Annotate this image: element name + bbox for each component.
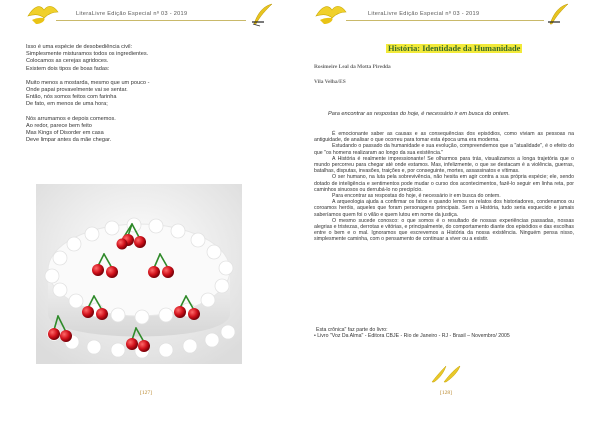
header-rule [346,20,544,21]
decorative-quills-icon [430,364,464,384]
poem-line: Então, nós somos feitos com farinha [26,94,117,101]
dove-icon [314,2,348,28]
header-title: LiteraLivre Edição Especial nº 03 - 2019 [368,11,480,17]
poem-line: Mas Kings of Disorder em casa [26,130,104,137]
paragraph: A arqueologia ajuda a confirmar os fatos e quando lemos os relatos dos historiadores, condenamos ou coroamos heróis, aqueles que foram personagens principais. Sem a História, tudo seria esquecido e jamais saberíamos quem foi o vilão e quem lutou em nome da justiça. [314,199,574,218]
poem-line: Deve limpar antes da mãe chegar. [26,137,112,144]
author-name: Rosimeire Leal da Motta Piredda [314,64,391,70]
page-number: [128] [440,390,452,396]
epigraph: Para encontrar as respostas do hoje, é necessário ir em busca do ontem. [328,111,510,117]
poem-line: Onde papai provavelmente vai se sentar. [26,87,128,94]
quill-pen-icon [546,2,572,28]
paragraph: O mesmo sucede conosco: o que somos é o resultado de nossas experiências passadas, nossas alegrias e tristezas, derrotas e vitórias, e principalmente, do comportamento diante dos episódios e das escolhas entre o bem e o mal. Ignoramos que escrevemos a História da nossa existência. Ninguém pensa nisso, simplesmente caminha, com o pensamento de continuar a viver ou a existir. [314,217,574,243]
paragraph: O ser humano, na luta pela sobrevivência, não hesita em agir contra a sua própria espécie; ele, sendo dotado de inteligência e sentimentos pode mudar o curso dos acontecimentos, fazê-lo seguir em linha reta, por caminhos sinuosos ou derrubá-lo no precipício. [314,174,574,193]
right-page [300,0,600,424]
book-note [314,327,576,340]
poem-line: Colocamos as cerejas agridoces. [26,58,109,65]
paragraph: Estudando o passado da humanidade e sua evolução, compreendemos que a "atualidade", é o efeito do que "os homens realizaram ao longo da sua existência." [314,143,574,156]
poem-line: Muito menos a mostarda, mesmo que um pouco - [26,79,150,86]
poem-line: Nós arrumamos e depois comemos. [26,115,116,122]
paragraph: Para encontrar as respostas do hoje, é necessário ir em busca do ontem. [332,193,501,200]
article-body [314,131,574,243]
dove-icon [26,2,60,28]
poem [26,44,226,151]
note-intro: Esta crônica" faz parte do livro: [316,327,388,333]
header-rule [56,20,246,21]
poem-stanza [26,44,226,73]
note-item: • Livro "Voz Da Alma" - Editora CBJE - Rio de Janeiro - RJ - Brasil – Novembro/ 2005 [314,333,510,340]
paragraph: É emocionante saber as causas e as consequências dos episódios, como viviam as pessoas na antiguidade, de analisar o que ocorreu para tomar esta época uma era moderna. [314,131,574,144]
poem-line: Ao redor, parece bem feito [26,122,92,129]
poem-stanza [26,80,226,109]
article-title: História: Identidade da Humanidade [388,44,521,53]
poem-line: Existem dois tipos de boas fadas: [26,65,110,72]
quill-pen-icon [250,2,276,28]
poem-line: De fato, em menos de uma hora; [26,101,108,108]
header-title: LiteraLivre Edição Especial nº 03 - 2019 [76,11,188,17]
author-place: Vila Velha/ES [314,79,346,85]
poem-line: Simplesmente misturamos todos os ingredientes. [26,51,149,58]
poem-line: Isso é uma espécie de desobediência civil: [26,44,133,50]
poem-stanza [26,116,226,145]
page-number: [127] [140,390,152,396]
paragraph: A História é realmente impressionante! Se olharmos para trás, visualizamos a longa trajetória que o mundo percorreu para chegar até onde estamos. Mas, infelizmente, o que se destacam é a violência, guerras, batalhas, disputas, invasões, traições e, por conseguinte, mortes, assassinatos e vítimas. [314,155,574,175]
cherry-cake-photo [36,184,242,364]
